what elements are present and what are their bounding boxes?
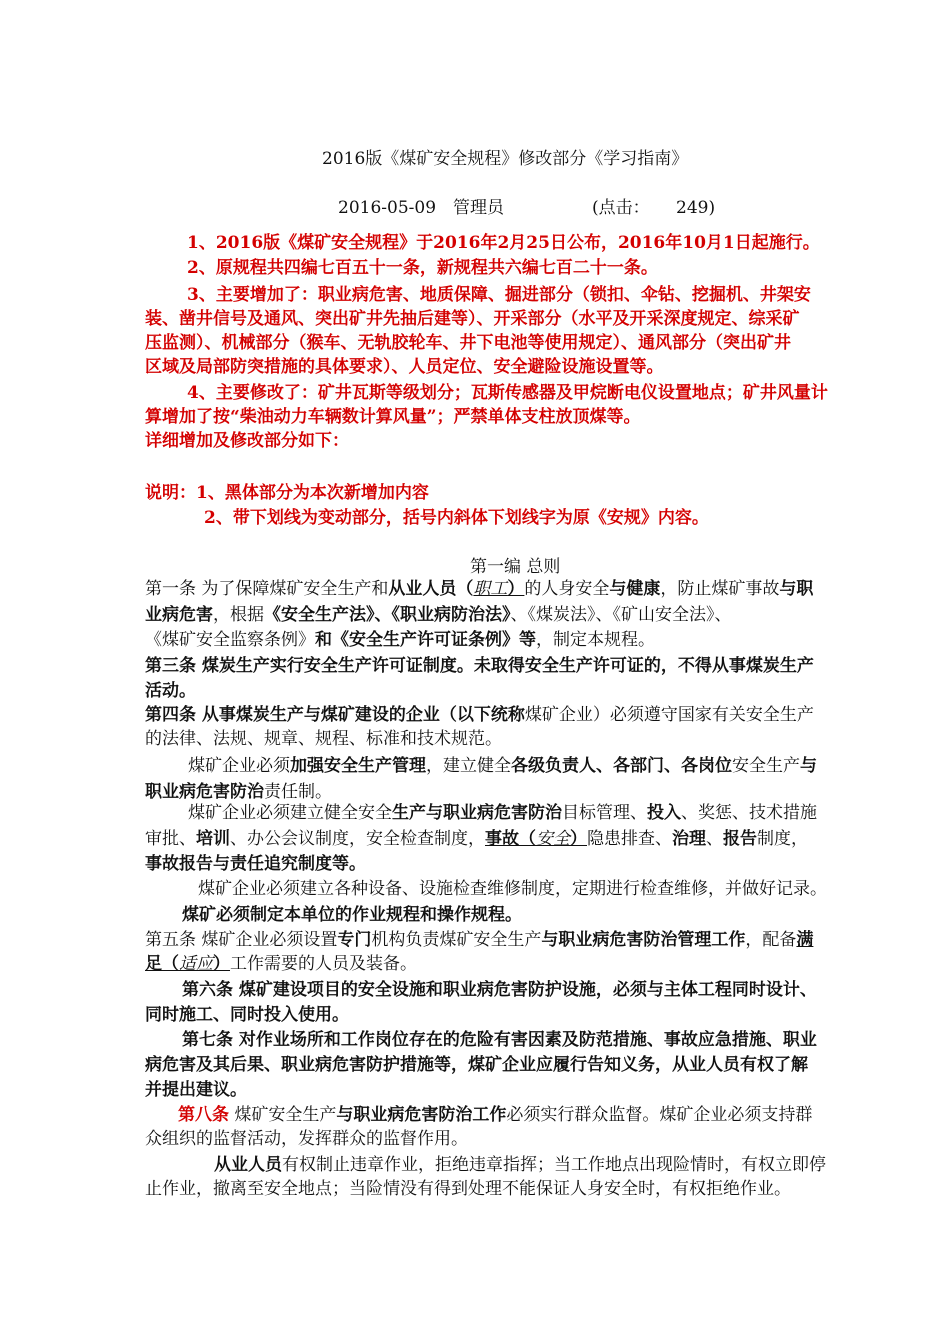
text-span: 、《煤炭法》、《矿山安全法》、 [510,605,732,625]
text-span: 与 [800,756,817,776]
text-span: 与职 [779,579,814,599]
text-span: 与健康 [609,579,661,599]
text-span: 的人身安全 [524,579,610,599]
article-5-line-2 [145,952,417,976]
summary-point-3-line-2: 装、凿井信号及通风、突出矿井先抽后建等）、开采部分（水平及开采深度规定、综采矿 [145,309,800,329]
text-span: 安全 [536,829,570,849]
text-span: 各级负责人、各部门、各岗位 [511,756,732,776]
article-8-para-2-line-2: 止作业，撤离至安全地点；当险情没有得到处理不能保证人身安全时，有权拒绝作业。 [145,1179,791,1199]
text-span: 职工 [473,579,508,599]
article-5-line-1 [145,928,813,952]
text-span: ） [507,579,525,599]
text-span: ，制定本规程。 [536,630,655,650]
summary-point-3-line-1: 3、主要增加了：职业病危害、地质保障、掘进部分（锁扣、伞钻、挖掘机、井架安 [187,285,811,305]
summary-point-2: 2、原规程共四编七百五十一条，新规程共六编七百二十一条。 [187,258,658,278]
clicks-count: 249) [676,198,716,218]
publish-date: 2016-05-09 [338,198,437,218]
text-span: 与职业病危害防治管理工作 [541,930,746,950]
text-span: 投入 [647,803,681,823]
article-6-line-1: 第六条 煤矿建设项目的安全设施和职业病危害防护设施，必须与主体工程同时设计、 [182,980,817,1000]
section-title: 第一编 总则 [470,557,561,577]
summary-point-1: 1、2016版《煤矿安全规程》于2016年2月25日公布，2016年10月1日起施行。 [187,233,820,253]
text-span: 培训 [196,829,230,849]
text-span: 《安全生产法》、《职业病防治法》 [264,605,511,625]
text-span: 职业病危害防治 [145,782,264,802]
text-span: 第一条 为了保障煤矿安全生产和 [145,579,389,599]
text-span: 制度， [757,829,808,849]
text-span: 工作需要的人员及装备。 [230,954,417,974]
article-7-line-1: 第七条 对作业场所和工作岗位存在的危险有害因素及防范措施、事故应急措施、职业 [182,1030,817,1050]
text-span: 从业人员（ [388,579,474,599]
text-span: 煤矿企业必须建立健全安全 [188,803,392,823]
article-7-line-3: 并提出建议。 [145,1080,247,1100]
article-3-line-1: 第三条 煤炭生产实行安全生产许可证制度。未取得安全生产许可证的，不得从事煤炭生产 [145,656,814,676]
text-span: 责任制。 [264,782,332,802]
text-span: 《煤矿安全监察条例》 [145,630,315,650]
article-1-line-2 [145,603,732,627]
article-4-line-2: 的法律、法规、规章、规程、标准和技术规范。 [145,729,502,749]
article-4-para-3-line-1 [188,801,817,825]
text-span: ，根据 [213,605,264,625]
clicks-label: (点击： [592,198,650,218]
article-4-para-2-line-1 [188,754,817,778]
text-span: 足（ [145,954,179,974]
text-span: 隐患排查、 [587,829,672,849]
text-span: 必须实行群众监督。煤矿企业必须支持群 [506,1105,813,1125]
article-4-line-1 [145,703,814,727]
text-span: ） [213,954,230,974]
text-span: 目标管理、 [562,803,647,823]
note-1: 说明：1、黑体部分为本次新增加内容 [145,483,429,503]
text-span: 和《安全生产许可证条例》等 [315,630,536,650]
text-span: 从业人员 [214,1155,282,1175]
author-name: 管理员 [453,198,504,218]
article-1-line-3 [145,628,655,652]
text-span: 、奖惩、技术措施 [681,803,817,823]
text-span: 加强安全生产管理 [290,756,426,776]
summary-point-4-line-2: 算增加了按“柴油动力车辆数计算风量”；严禁单体支柱放顶煤等。 [145,407,641,427]
text-span: 审批、 [145,829,196,849]
text-span: 与职业病危害防治工作 [336,1105,507,1125]
text-span: ，防止煤矿事故 [660,579,780,599]
article-1-line-1 [145,577,813,601]
text-span: ，建立健全 [426,756,511,776]
article-8-line-2: 众组织的监督活动，发挥群众的监督作用。 [145,1129,468,1149]
note-2: 2、带下划线为变动部分，括号内斜体下划线字为原《安规》内容。 [204,508,709,528]
text-span: 煤矿安全生产 [229,1105,337,1125]
text-span: 第八条 [178,1105,229,1125]
article-4-para-4: 煤矿企业必须建立各种设备、设施检查维修制度，定期进行检查维修，并做好记录。 [198,879,827,899]
article-4-para-3-line-3: 事故报告与责任追究制度等。 [145,854,366,874]
article-8-para-2-line-1 [214,1153,826,1177]
text-span: ） [570,829,587,849]
article-6-line-2: 同时施工、同时投入使用。 [145,1005,349,1025]
summary-detail-intro: 详细增加及修改部分如下： [145,431,349,451]
summary-point-3-line-4: 区域及局部防突措施的具体要求）、人员定位、安全避险设施设置等。 [145,357,664,377]
text-span: 第五条 煤矿企业必须设置 [145,930,338,950]
text-span: 满 [796,930,814,950]
page-title: 2016版《煤矿安全规程》修改部分《学习指南》 [322,149,689,169]
text-span: 业病危害 [145,605,213,625]
text-span: 专门 [337,930,372,950]
text-span: 第四条 从事煤炭生产与煤矿建设的企业（以下统称 [145,705,525,725]
text-span: 治理 [672,829,706,849]
text-span: 机构负责煤矿安全生产 [371,930,542,950]
article-8-line-1 [178,1103,812,1127]
text-span: 适应 [179,954,213,974]
text-span: 煤矿企业）必须遵守国家有关安全生产 [524,705,814,725]
text-span: 、 [706,829,723,849]
article-7-line-2: 病危害及其后果、职业病危害防护措施等，煤矿企业应履行告知义务，从业人员有权了解 [145,1055,808,1075]
article-4-para-5: 煤矿必须制定本单位的作业规程和操作规程。 [182,905,522,925]
summary-point-3-line-3: 压监测）、机械部分（猴车、无轨胶轮车、井下电池等使用规定）、通风部分（突出矿井 [145,333,791,353]
text-span: ，配备 [745,930,797,950]
text-span: 生产与职业病危害防治 [392,803,562,823]
text-span: 煤矿企业必须 [188,756,290,776]
text-span: 安全生产 [732,756,800,776]
text-span: 事故（ [485,829,536,849]
summary-point-4-line-1: 4、主要修改了：矿井瓦斯等级划分；瓦斯传感器及甲烷断电仪设置地点；矿井风量计 [187,383,828,403]
text-span: 有权制止违章作业，拒绝违章指挥；当工作地点出现险情时，有权立即停 [282,1155,826,1175]
text-span: 报告 [723,829,757,849]
article-4-para-3-line-2 [145,827,808,851]
article-3-line-2: 活动。 [145,681,196,701]
text-span: 、办公会议制度，安全检查制度， [230,829,485,849]
